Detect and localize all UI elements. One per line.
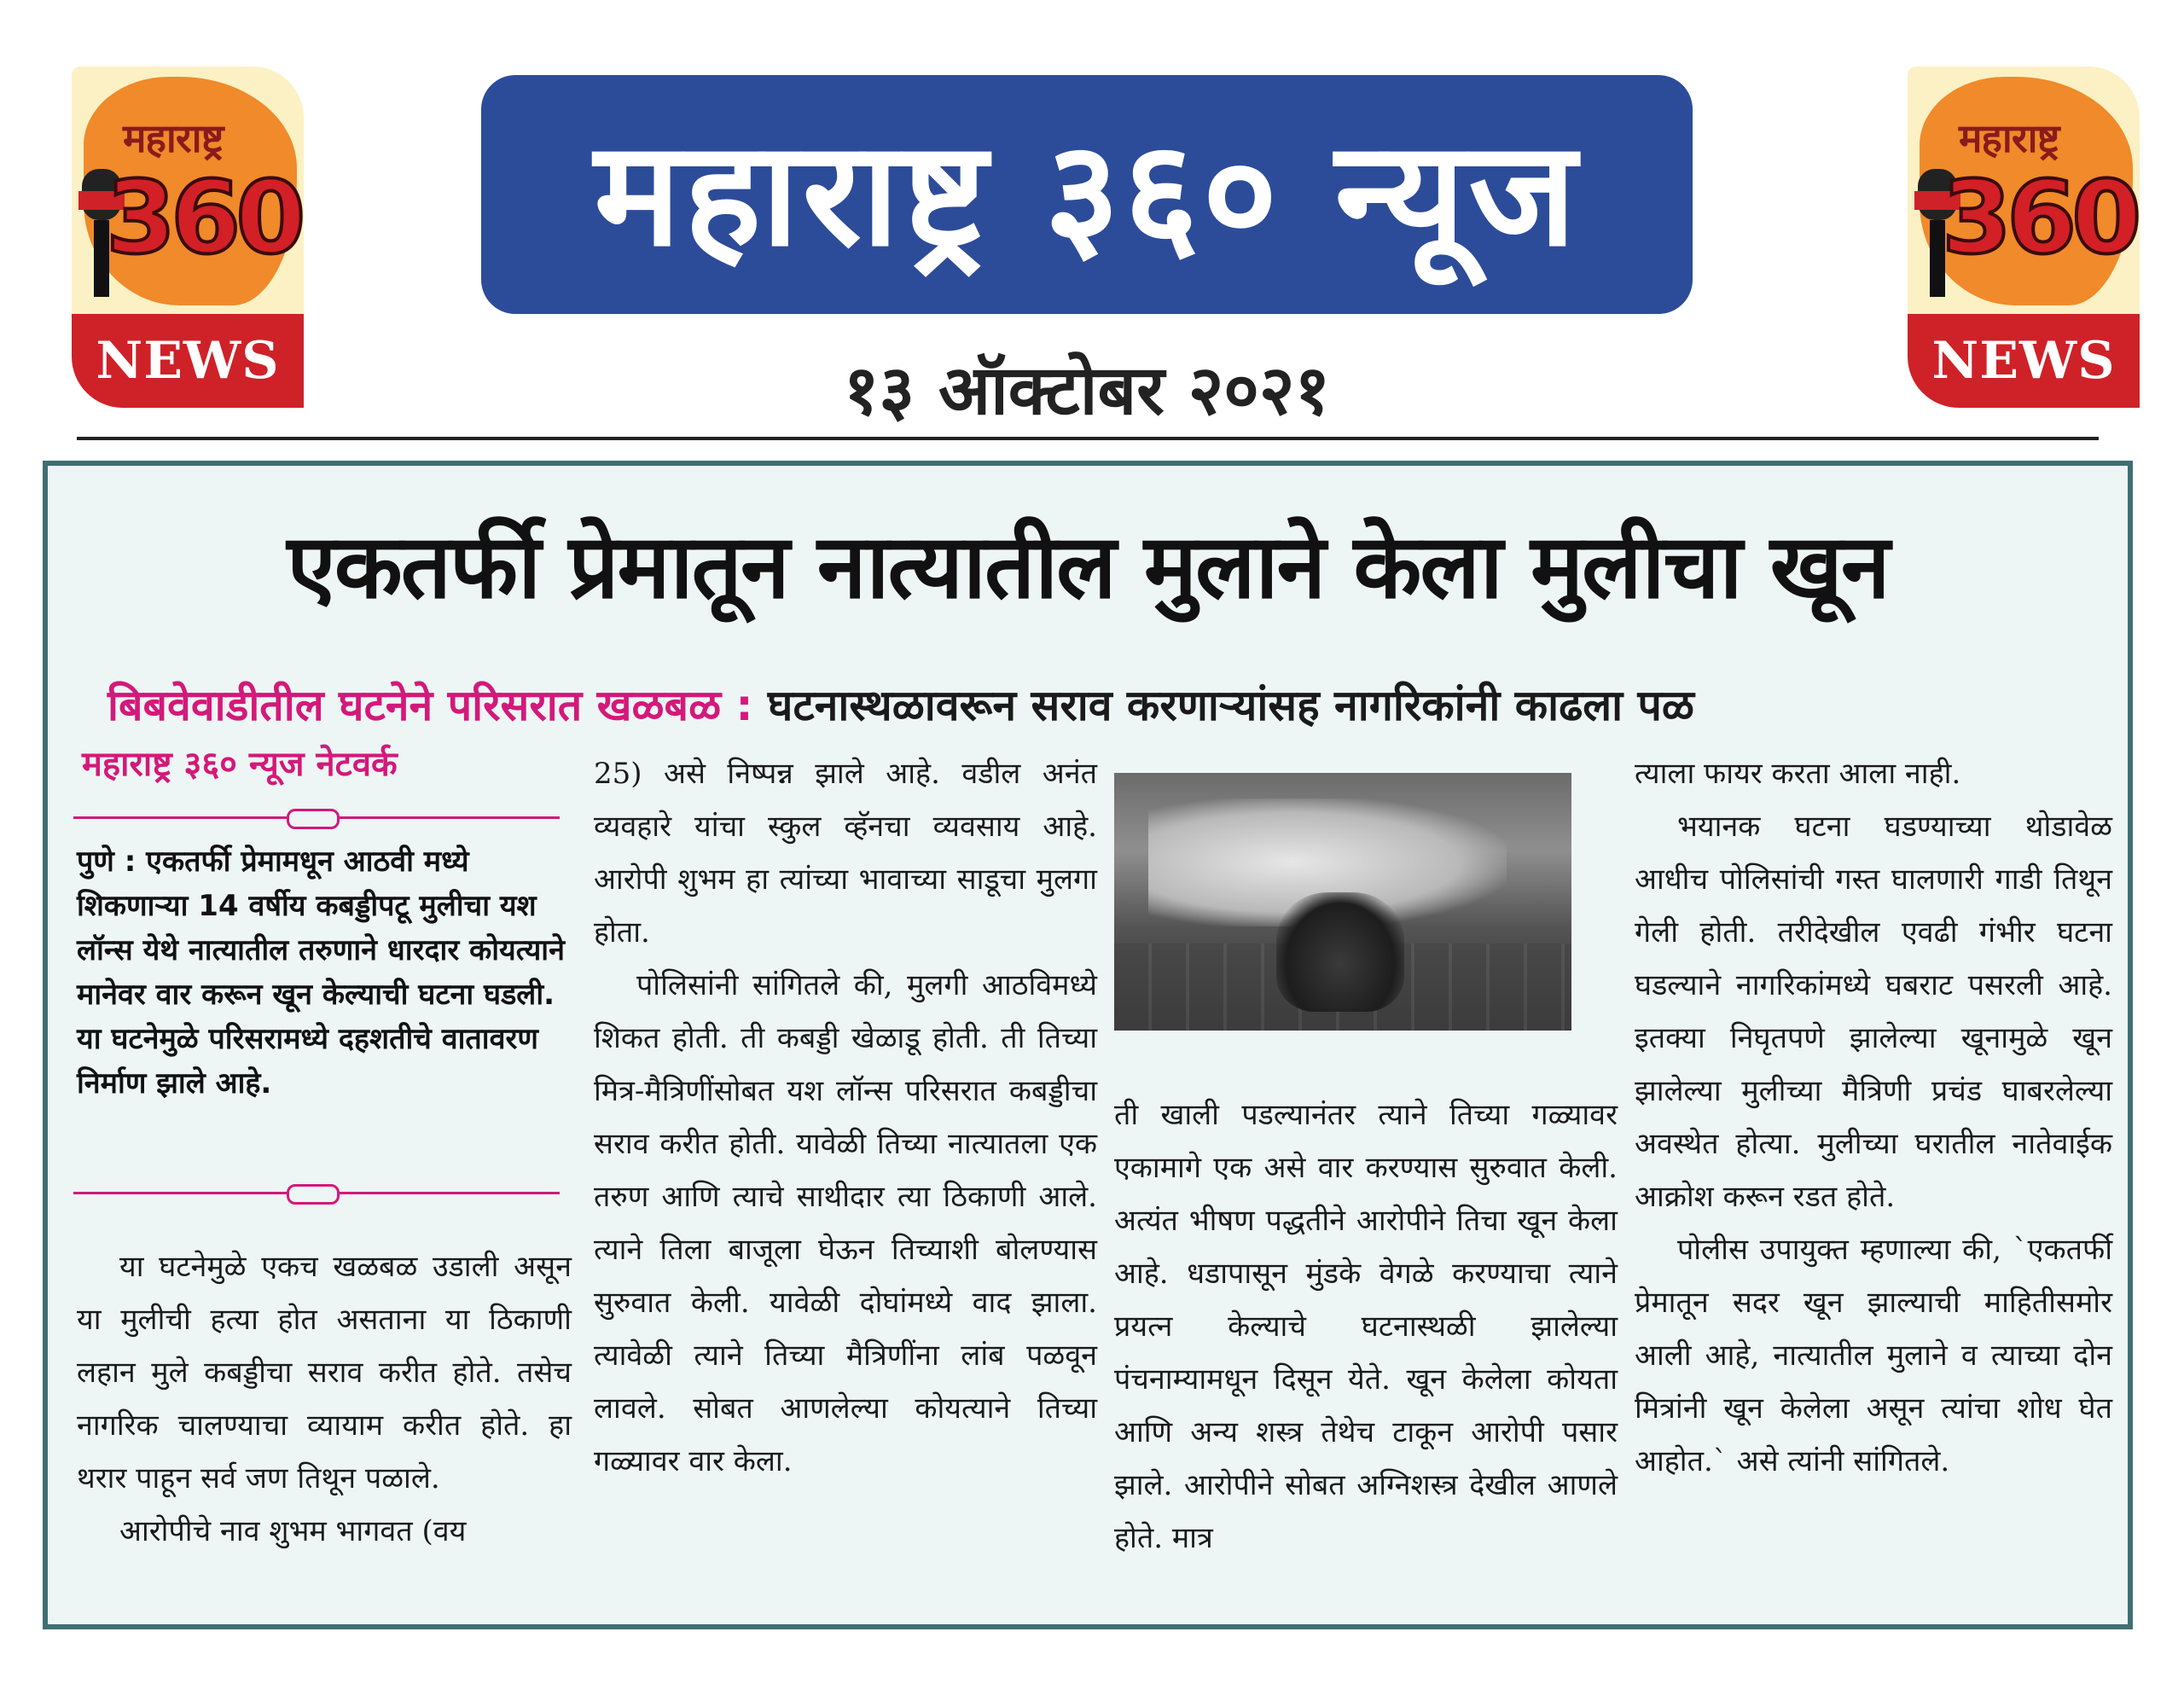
- logo-name: महाराष्ट्र: [123, 115, 224, 161]
- byline: महाराष्ट्र ३६० न्यूज नेटवर्क: [82, 745, 398, 784]
- masthead-title: महाराष्ट्र ३६० न्यूज: [481, 75, 1693, 314]
- subhead-dark: घटनास्थळावरून सराव करणाऱ्यांसह नागरिकांनी काढला पळ: [767, 681, 1694, 730]
- ornament-divider: [73, 1184, 560, 1201]
- logo-left: [72, 67, 304, 408]
- column-4: [1635, 747, 2112, 1488]
- logo-tag: NEWS: [72, 314, 304, 408]
- logo-name: महाराष्ट्र: [1959, 115, 2059, 161]
- subhead-pink: बिबवेवाडीतील घटनेने परिसरात खळबळ :: [107, 681, 753, 730]
- masthead-date: १३ ऑक्टोबर २०२१: [843, 350, 1331, 430]
- col1-para: आरोपीचे नाव शुभम भागवत (वय: [119, 1514, 467, 1548]
- col2-para: 25) असे निष्पन्न झाले आहे. वडील अनंत व्यवहारे यांचा स्कुल व्हॅनचा व्यवसाय आहे. आरोपी शुभम हा त्यांच्या भावाच्या साडूचा मुलगा होता.: [594, 757, 1097, 949]
- column-3: [1114, 1089, 1618, 1565]
- col1-para: या घटनेमुळे एकच खळबळ उडाली असून या मुलीची हत्या होत असताना या ठिकाणी लहान मुले कबड्डीचा सराव करीत होते. तसेच नागरिक चालण्याचा व्यायाम करीत होते. हा थरार पाहून सर्व जण तिथून पळाले.: [77, 1250, 572, 1495]
- masthead-divider: [77, 437, 2099, 440]
- logo-number: 360: [1942, 159, 2137, 276]
- col2-para: पोलिसांनी सांगितले की, मुलगी आठविमध्ये शिकत होती. ती कबड्डी खेळाडू होती. ती तिच्या मित्र-मैत्रिणींसोबत यश लॉन्स परिसरात कबड्डीचा सराव करीत होती. यावेळी तिच्या नात्यातला एक तरुण आणि त्याचे साथीदार त्या ठिकाणी आले. त्याने तिला बाजूला घेऊन तिच्याशी बोलण्यास सुरुवात केली. यावेळी दोघांमध्ये वाद झाला. त्यावेळी त्याने तिच्या मैत्रिणींना लांब पळवून लावले. सोबत आणलेल्या कोयत्याने तिच्या गळ्यावर वार केला.: [594, 968, 1097, 1478]
- col4-para: त्याला फायर करता आला नाही.: [1635, 757, 1961, 791]
- column-1: [77, 1240, 572, 1558]
- col4-para: पोलीस उपायुक्त म्हणाल्या की, `एकतर्फी प्रेमातून सदर खून झाल्याची माहितीसमोर आली आहे, नात्यातील मुलाने व त्याच्या दोन मित्रांनी खून केलेला असून त्यांचा शोध घेत आहोत.` असे त्यांनी सांगितले.: [1635, 1233, 2112, 1478]
- col4-para: भयानक घटना घडण्याच्या थोडावेळ आधीच पोलिसांची गस्त घालणारी गाडी तिथून गेली होती. तरीदेखील एवढी गंभीर घटना घडल्याने नागरिकांमध्ये घबराट पसरली आहे. इतक्या निघृतपणे झालेल्या खूनामुळे खून झालेल्या मुलीच्या मैत्रिणी प्रचंड घाबरलेल्या अवस्थेत होत्या. मुलीच्या घरातील नातेवाईक आक्रोश करून रडत होते.: [1635, 810, 2112, 1214]
- ornament-divider: [73, 809, 560, 826]
- logo-right: [1908, 67, 2140, 408]
- logo-tag: NEWS: [1908, 314, 2140, 408]
- lead-paragraph: पुणे : एकतर्फी प्रेमामधून आठवी मध्ये शिकणाऱ्या 14 वर्षीय कबड्डीपटू मुलीचा यश लॉन्स येथे नात्यातील तरुणाने धारदार कोयत्याने मानेवर वार करून खून केल्याची घटना घडली. या घटनेमुळे परिसरामध्ये दहशतीचे वातावरण निर्माण झाले आहे.: [77, 845, 565, 1100]
- column-2: [594, 747, 1097, 1488]
- article-box: [43, 461, 2133, 1629]
- col3-para: ती खाली पडल्यानंतर त्याने तिच्या गळ्यावर एकामागे एक असे वार करण्यास सुरुवात केली. अत्यंत भीषण पद्धतीने आरोपीने तिचा खून केला आहे. धडापासून मुंडके वेगळे करण्याचा त्याने प्रयत्न केल्याचे घटनास्थळी झालेल्या पंचनाम्यामधून दिसून येते. खून केलेला कोयता आणि अन्य शस्त्र तेथेच टाकून आरोपी पसार झाले. आरोपीने सोबत अग्निशस्त्र देखील आणले होते. मात्र: [1114, 1098, 1618, 1555]
- article-headline: एकतर्फी प्रेमातून नात्यातील मुलाने केला मुलीचा खून: [287, 514, 1889, 618]
- article-photo: [1114, 773, 1571, 1031]
- logo-number: 360: [106, 159, 301, 276]
- article-subhead: [107, 675, 2121, 733]
